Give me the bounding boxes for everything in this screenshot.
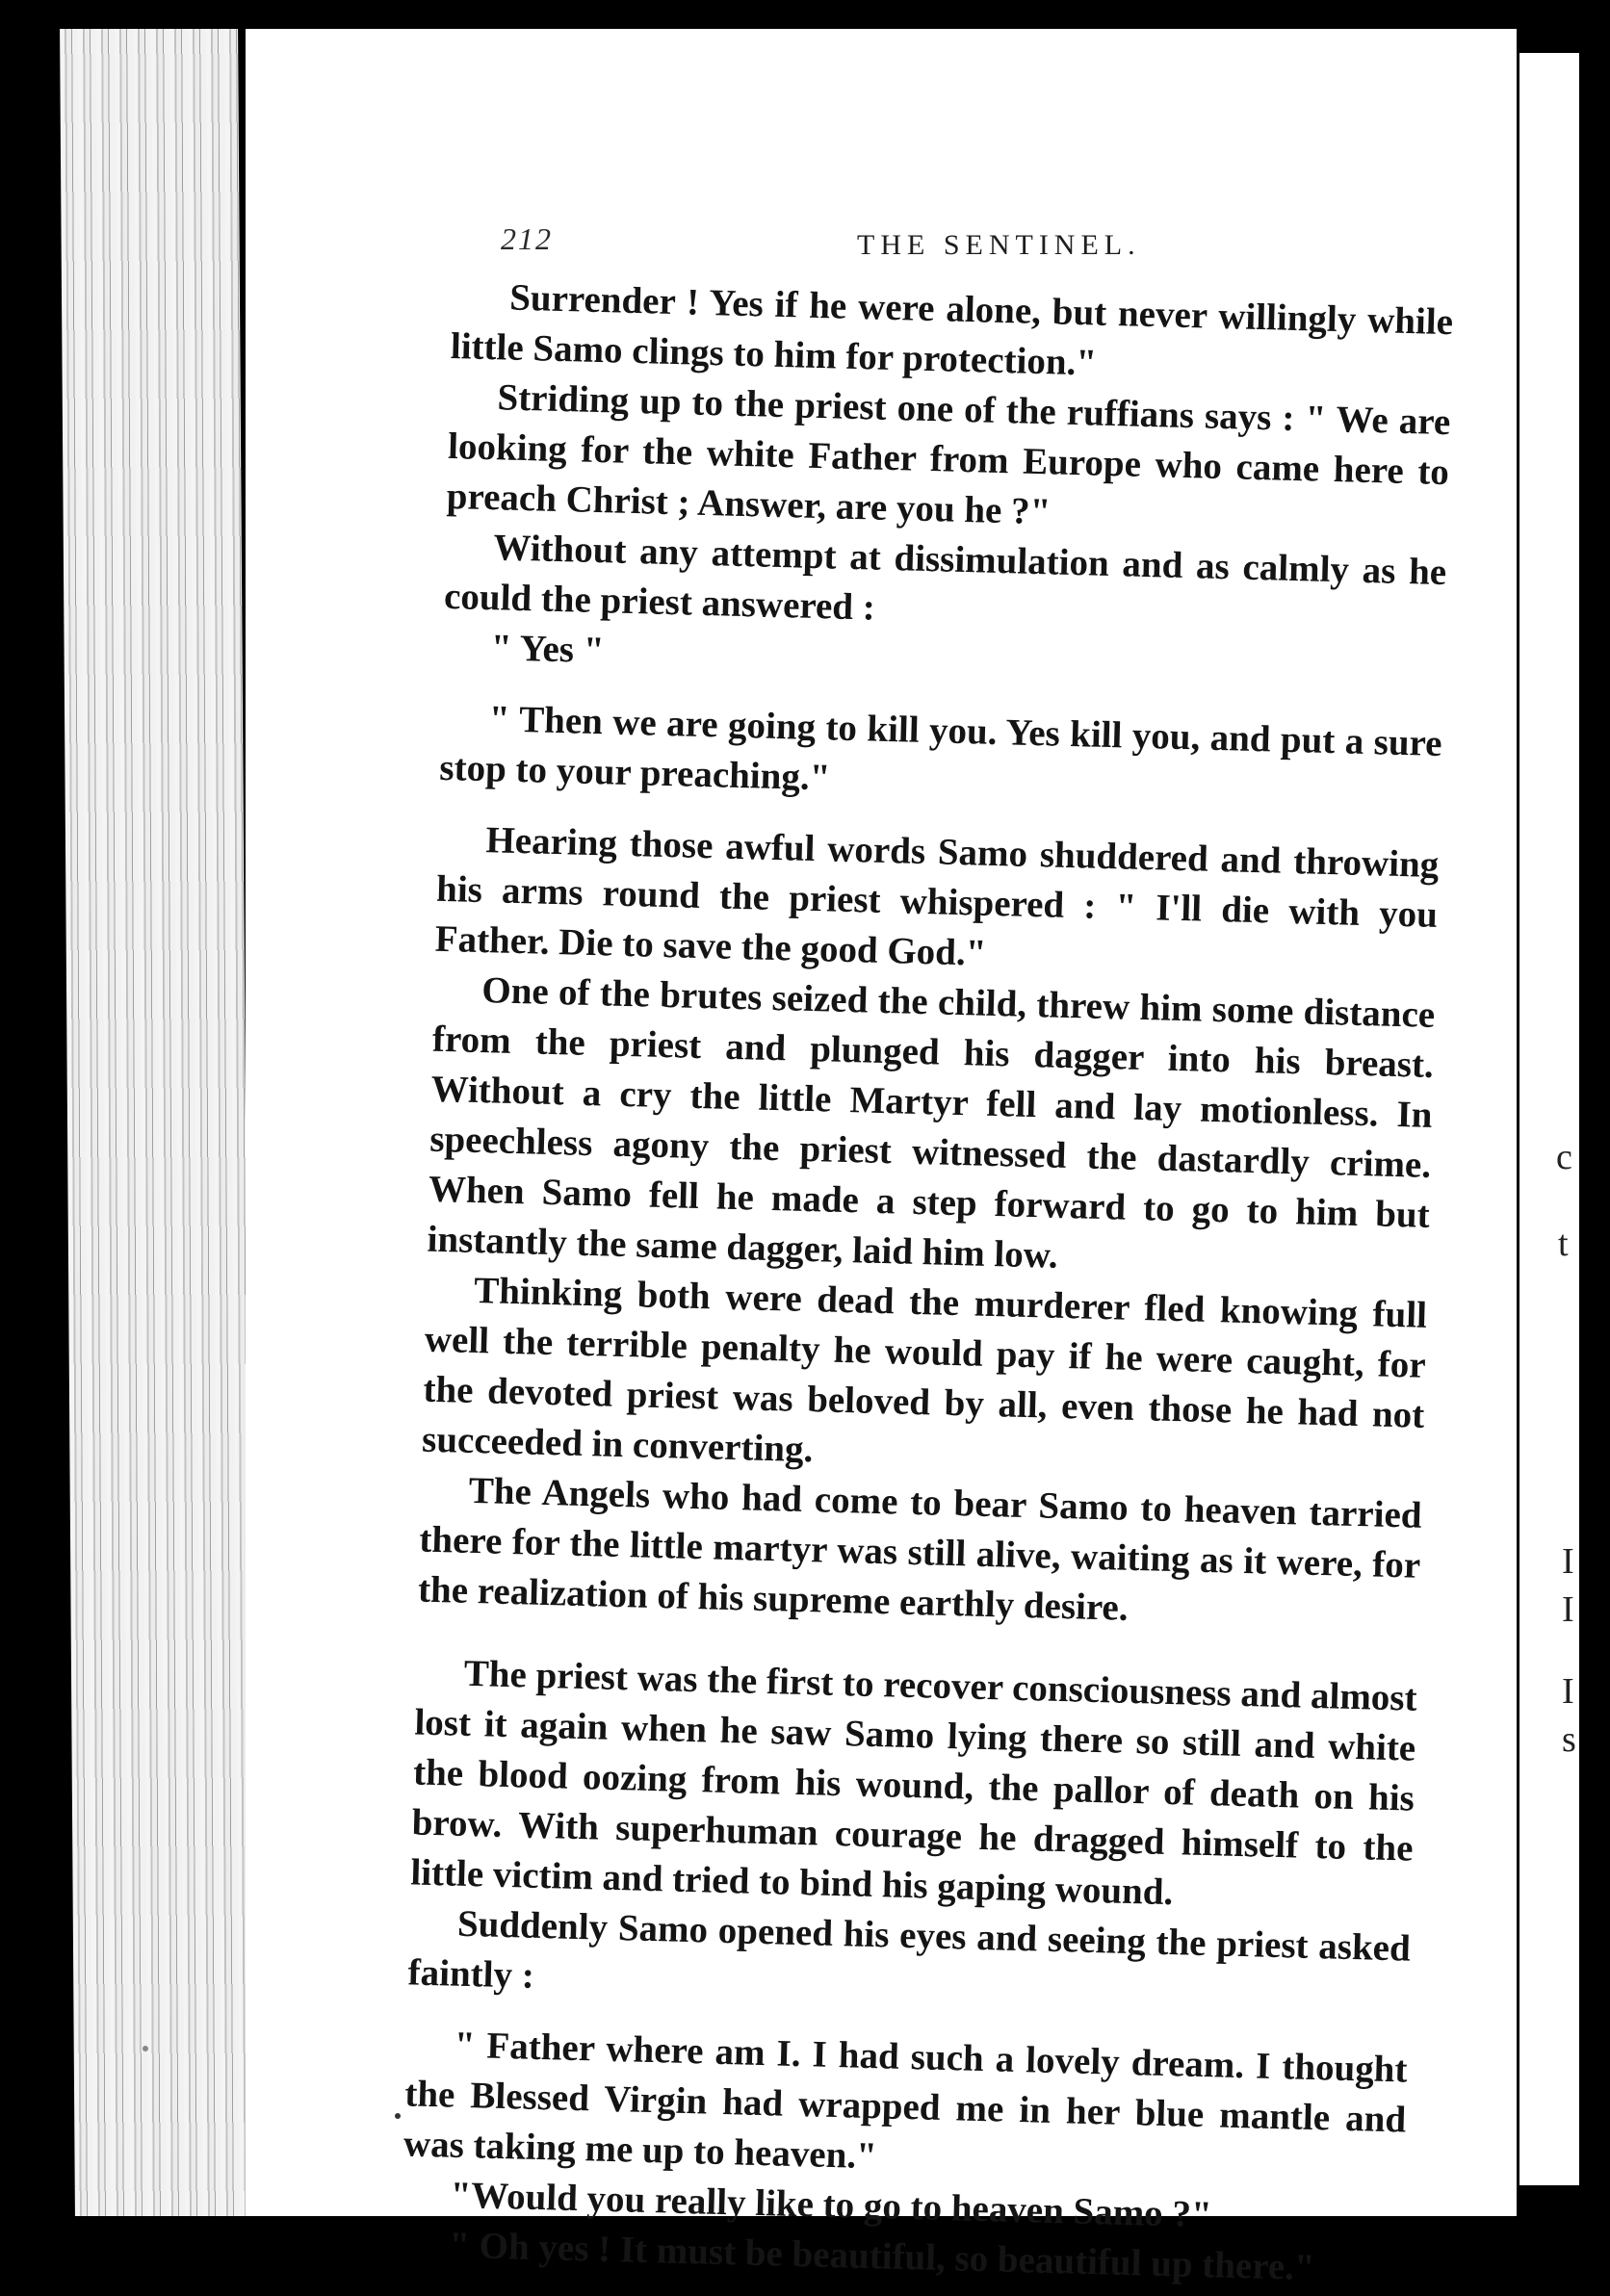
paragraph: " Father where am I. I had such a lovely dream. I thought the Blessed Virgin had wrapped me in her blue mantle and was taking me up to heaven." [402, 2024, 1409, 2178]
ink-speck [395, 2113, 401, 2119]
page-edge-stack [60, 29, 253, 2216]
running-head [501, 221, 1473, 270]
facing-page-fragment: I [1562, 1671, 1574, 1712]
facing-page [1519, 53, 1579, 2185]
article-body [401, 271, 1454, 2296]
facing-page-fragment: s [1562, 1719, 1576, 1760]
facing-page-fragment: I [1562, 1589, 1574, 1630]
paragraph: The priest was the first to recover consciousness and almost lost it again when he saw Samo lying there so still and white the blood oozing from his wound, the pallor of death on his brow. With superhuman courage he dragged himself to the little victim and tried to bind his gaping wound. [409, 1652, 1418, 1914]
paragraph: Hearing those awful words Samo shuddered and throwing his arms round the priest whispered : " I'll die with you Father. Die to save the good God." [434, 819, 1440, 974]
ink-speck [143, 2046, 148, 2051]
facing-page-fragment: I [1562, 1541, 1574, 1582]
paragraph: " Then we are going to kill you. Yes kill you, and put a sure stop to your preaching." [438, 698, 1443, 799]
facing-page-fragment: t [1558, 1224, 1569, 1264]
paragraph: One of the brutes seized the child, threw him some distance from the priest and plunged his dagger into his breast. Without a cry the little Martyr fell and lay motionless. In speechless agony the priest witnessed the dastardly crime. When Samo fell he made a step forward to go to him but instantly the same dagger, laid him low. [427, 969, 1436, 1277]
paragraph: Striding up to the priest one of the ruffians says : " We are looking for the white Father from Europe who came here to preach Christ ; Answer, are you he ?" [446, 376, 1451, 533]
paragraph: "Would you really like to go to heaven Samo ?" [450, 2174, 1213, 2236]
paragraph: Surrender ! Yes if he were alone, but never willingly while little Samo clings to him for protection." [450, 276, 1454, 384]
paragraph: Suddenly Samo opened his eyes and seeing the priest asked faintly : [407, 1902, 1412, 1997]
paragraph: The Angels who had come to bear Samo to heaven tarried there for the little martyr was still alive, waiting as it were, for the realization of his supreme earthly desire. [417, 1469, 1423, 1629]
paragraph: " Yes " [490, 627, 605, 672]
paragraph: Thinking both were dead the murderer fled knowing full well the terrible penalty he would pay if he were caught, for the devoted priest was beloved by all, even those he had not succeeded in converting. [421, 1269, 1428, 1471]
facing-page-fragment: c [1556, 1137, 1572, 1177]
paragraph: " Oh yes ! It must be beautiful, so beautiful up there." [448, 2224, 1316, 2289]
paragraph: Without any attempt at dissimulation and as calmly as he could the priest answered : [443, 527, 1447, 629]
page-number: 212 [501, 221, 553, 256]
journal-title: THE SENTINEL. [857, 229, 1141, 261]
